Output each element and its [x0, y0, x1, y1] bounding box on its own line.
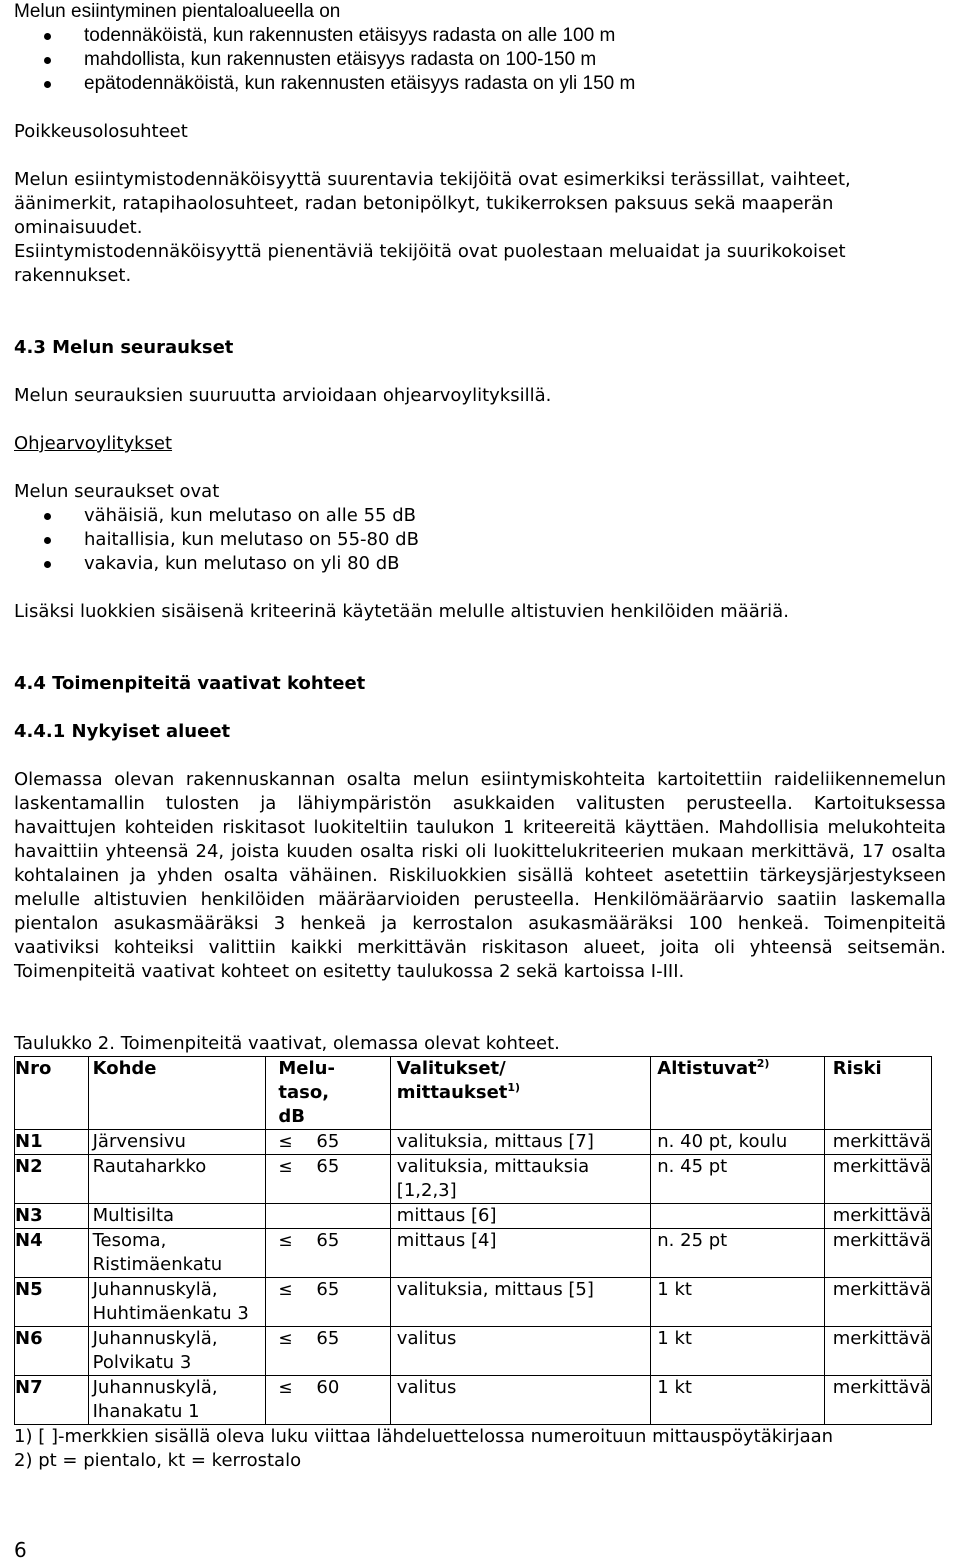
paragraph: Melun esiintymistodennäköisyyttä suurentavia tekijöitä ovat esimerkiksi terässillat, vaihteet, äänimerkit, ratapihaolosuhteet, radan betonipölkyt, tukikerroksen paksuus sekä maaperän ominaisuudet. [14, 169, 851, 238]
footnote: 2) pt = pientalo, kt = kerrostalo [14, 1450, 302, 1471]
melutaso-value: 65 [316, 1328, 340, 1349]
column-header-kohde: Kohde [88, 1057, 266, 1130]
cell-riski: merkittävä [824, 1376, 931, 1425]
cell-kohde: Juhannuskylä, Huhtimäenkatu 3 [88, 1278, 266, 1327]
cell-melutaso [266, 1376, 390, 1425]
less-or-equal-icon: ≤ [278, 1329, 293, 1349]
cell-riski: merkittävä [824, 1327, 931, 1376]
list-item: epätodennäköistä, kun rakennusten etäisyys radasta on yli 150 m [14, 72, 946, 96]
subheading-ohjearvoylitykset: Ohjearvoylitykset [14, 433, 173, 454]
cell-melutaso [266, 1327, 390, 1376]
table-row [15, 1155, 932, 1204]
less-or-equal-icon: ≤ [278, 1132, 293, 1152]
cell-altistuvat: 1 kt [651, 1327, 824, 1376]
table-row [15, 1327, 932, 1376]
cell-valitukset: valituksia, mittaus [5] [390, 1278, 650, 1327]
list-item: mahdollista, kun rakennusten etäisyys radasta on 100-150 m [14, 48, 946, 72]
melutaso-value: 65 [316, 1279, 340, 1300]
cell-melutaso [266, 1229, 390, 1278]
cell-riski: merkittävä [824, 1229, 931, 1278]
intro-lead: Melun esiintyminen pientaloalueella on [14, 1, 341, 22]
bullet-icon [44, 81, 51, 88]
cell-nro: N6 [15, 1327, 89, 1376]
less-or-equal-icon: ≤ [278, 1378, 293, 1398]
cell-melutaso [266, 1155, 390, 1204]
column-header-melutaso: Melu- taso, dB [266, 1057, 390, 1130]
table-body [15, 1130, 932, 1425]
cell-altistuvat [651, 1204, 824, 1229]
less-or-equal-icon: ≤ [278, 1231, 293, 1251]
paragraph: Esiintymistodennäköisyyttä pienentäviä tekijöitä ovat puolestaan meluaidat ja suurikokoiset rakennukset. [14, 241, 846, 286]
cell-valitukset: valitus [390, 1327, 650, 1376]
cell-kohde: Juhannuskylä, Polvikatu 3 [88, 1327, 266, 1376]
table-header-row [15, 1057, 932, 1130]
cell-nro: N1 [15, 1130, 89, 1155]
paragraph: Lisäksi luokkien sisäisenä kriteerinä käytetään melulle altistuvien henkilöiden määriä. [14, 601, 789, 622]
cell-valitukset: mittaus [4] [390, 1229, 650, 1278]
section-heading-4-4: 4.4 Toimenpiteitä vaativat kohteet [14, 673, 366, 694]
melutaso-value: 65 [316, 1230, 340, 1251]
cell-melutaso [266, 1130, 390, 1155]
cell-kohde: Järvensivu [88, 1130, 266, 1155]
consequence-bullet-list [14, 504, 946, 576]
document-page [14, 0, 946, 1473]
column-header-nro: Nro [15, 1057, 89, 1130]
table-row [15, 1229, 932, 1278]
bullet-icon [44, 57, 51, 64]
melutaso-value: 60 [316, 1377, 340, 1398]
cell-kohde: Juhannuskylä, Ihanakatu 1 [88, 1376, 266, 1425]
cell-melutaso [266, 1278, 390, 1327]
cell-nro: N3 [15, 1204, 89, 1229]
column-header-riski: Riski [824, 1057, 931, 1130]
paragraph: Melun seuraukset ovat [14, 481, 220, 502]
cell-altistuvat: 1 kt [651, 1376, 824, 1425]
paragraph: Olemassa olevan rakennuskannan osalta melun esiintymiskohteita kartoitettiin raideliikennemelun laskentamallin tulosten ja lähiympäristön asukkaiden valitusten perusteella. Kartoituksessa havaittujen kohteiden riskitasot luokiteltiin taulukon 1 kriteereitä käyttäen. Mahdollisia melukohteita havaittiin yhteensä 24, joista kuuden osalta riski oli luokittelukriteerien mukaan merkittävä, 17 osalta kohtalainen ja yhden osalta vähäinen. Riskiluokkien sisällä kohteet asetettiin tärkeysjärjestykseen melulle altistuvien henkilöiden määräarvioiden perusteella. Henkilömääräarvio saatiin laskemalla pientalon asukasmääräksi 3 henkeä ja kerrostalon asukasmääräksi 100 henkeä. Toimenpiteitä vaativiksi kohteiksi valittiin kaikki merkittävän riskitason alueet, joita oli yhteensä seitsemän. Toimenpiteitä vaativat kohteet on esitetty taulukossa 2 sekä kartoissa I-III. [14, 769, 946, 982]
cell-nro: N4 [15, 1229, 89, 1278]
page-number: 6 [14, 1538, 27, 1562]
column-header-valitukset: Valitukset/ mittaukset$^{1)}$ [390, 1057, 650, 1130]
melutaso-value: 65 [316, 1156, 340, 1177]
cell-altistuvat: n. 40 pt, koulu [651, 1130, 824, 1155]
section-title-poikkeus: Poikkeusolosuhteet [14, 121, 188, 142]
subsection-heading-4-4-1: 4.4.1 Nykyiset alueet [14, 721, 231, 742]
cell-valitukset: valitus [390, 1376, 650, 1425]
bullet-icon [44, 33, 51, 40]
footnote: 1) [ ]-merkkien sisällä oleva luku viittaa lähdeluettelossa numeroituun mittauspöytäkirjaan [14, 1426, 834, 1447]
less-or-equal-icon: ≤ [278, 1280, 293, 1300]
cell-nro: N7 [15, 1376, 89, 1425]
paragraph: Melun seurauksien suuruutta arvioidaan ohjearvoylityksillä. [14, 385, 552, 406]
bullet-icon [44, 561, 51, 568]
cell-nro: N2 [15, 1155, 89, 1204]
cell-riski: merkittävä [824, 1130, 931, 1155]
list-item: vakavia, kun melutaso on yli 80 dB [14, 552, 946, 576]
list-item: vähäisiä, kun melutaso on alle 55 dB [14, 504, 946, 528]
target-table [14, 1056, 932, 1425]
cell-altistuvat: 1 kt [651, 1278, 824, 1327]
section-heading-4-3: 4.3 Melun seuraukset [14, 337, 234, 358]
table-row [15, 1278, 932, 1327]
cell-kohde: Rautaharkko [88, 1155, 266, 1204]
cell-riski: merkittävä [824, 1204, 931, 1229]
list-item: haitallisia, kun melutaso on 55-80 dB [14, 528, 946, 552]
intro-bullet-list [14, 24, 946, 96]
cell-kohde: Multisilta [88, 1204, 266, 1229]
list-item: todennäköistä, kun rakennusten etäisyys radasta on alle 100 m [14, 24, 946, 48]
bullet-icon [44, 513, 51, 520]
cell-valitukset: valituksia, mittaus [7] [390, 1130, 650, 1155]
less-or-equal-icon: ≤ [278, 1157, 293, 1177]
table-row [15, 1130, 932, 1155]
cell-valitukset: valituksia, mittauksia [1,2,3] [390, 1155, 650, 1204]
table-caption: Taulukko 2. Toimenpiteitä vaativat, olemassa olevat kohteet. [14, 1033, 560, 1054]
cell-altistuvat: n. 45 pt [651, 1155, 824, 1204]
table-row [15, 1204, 932, 1229]
cell-valitukset: mittaus [6] [390, 1204, 650, 1229]
cell-kohde: Tesoma, Ristimäenkatu [88, 1229, 266, 1278]
melutaso-value: 65 [316, 1131, 340, 1152]
bullet-icon [44, 537, 51, 544]
cell-melutaso [266, 1204, 390, 1229]
cell-riski: merkittävä [824, 1278, 931, 1327]
column-header-altistuvat: Altistuvat$^{2)}$ [651, 1057, 824, 1130]
table-row [15, 1376, 932, 1425]
cell-riski: merkittävä [824, 1155, 931, 1204]
cell-nro: N5 [15, 1278, 89, 1327]
cell-altistuvat: n. 25 pt [651, 1229, 824, 1278]
